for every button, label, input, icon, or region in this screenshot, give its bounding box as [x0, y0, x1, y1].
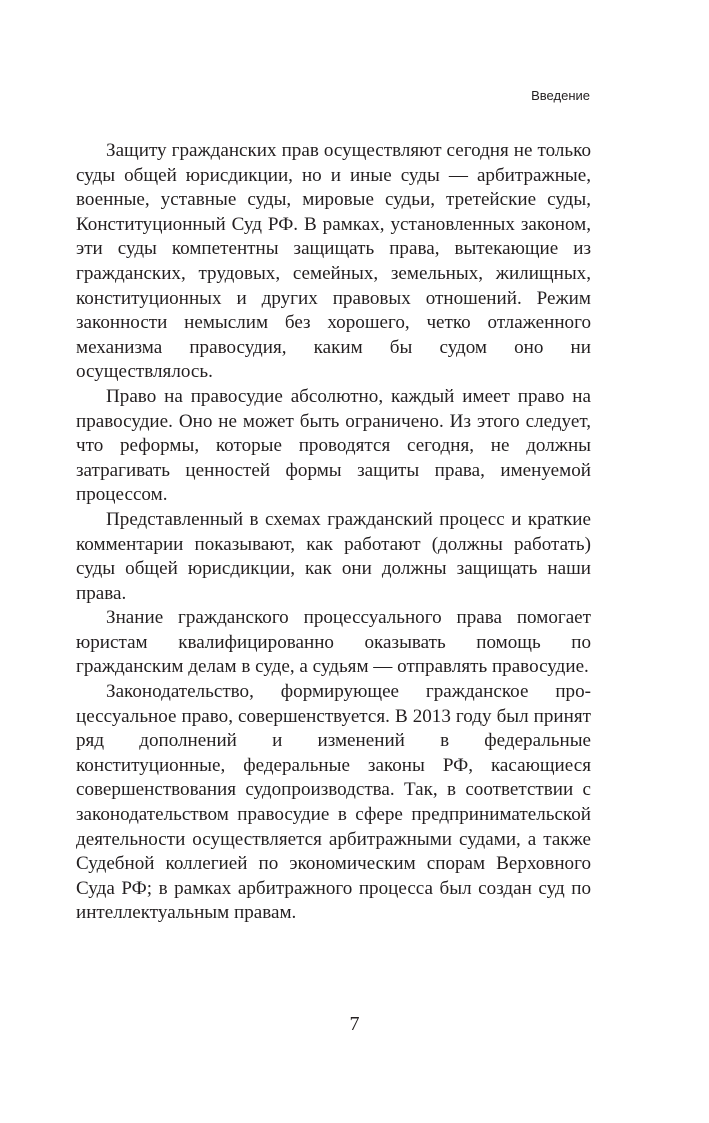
paragraph-4: Знание гражданского процессуального права помогает юристам квалифицированно оказывать помощь по гражданским делам в суде, а судьям — отправлять правосудие. — [76, 607, 591, 678]
page-number: 7 — [349, 1013, 360, 1035]
paragraph-5: Законодательство, формирующее гражданское процессуальное право, совершенствуется. В 2013 году был принят ряд дополнений и изменений в федеральные конституционные, федеральные законы РФ, касающиеся совершенствования судопроизводства. Так, в соответствии с законодательством правосудие в сфере предпринимательской деятельности осуществляется арбитражными судами, а также Судебной коллегией по экономическим спорам Верховного Суда РФ; в рамках арбитражного процесса был создан суд по интеллектуальным правам. — [76, 681, 591, 924]
running-head-title: Введение — [531, 88, 590, 103]
paragraph-1: Защиту гражданских прав осуществляют сегодня не только суды общей юрисдикции, но и иные суды — арбитражные, военные, уставные суды, мировые судьи, третейские суды, Конституционный Суд РФ. В рамках, установленных законом, эти суды компетентны защищать права, вытекающие из гражданских, трудовых, семейных, земельных, жилищных, конституционных и других правовых отношений. Режим законности немыслим без хорошего, четко отлаженного механизма правосудия, каким бы судом оно ни осуществлялось. — [76, 140, 591, 383]
paragraph-2: Право на правосудие абсолютно, каждый имеет право на правосудие. Оно не может быть ограничено. Из этого следует, что реформы, которые проводятся сегодня, не должны затрагивать ценностей формы защиты права, именуемой процессом. — [76, 385, 591, 506]
body-text — [76, 139, 591, 926]
paragraph-3: Представленный в схемах гражданский процесс и краткие комментарии показывают, как работают (должны работать) суды общей юрисдикции, как они должны защищать наши права. — [76, 508, 591, 604]
